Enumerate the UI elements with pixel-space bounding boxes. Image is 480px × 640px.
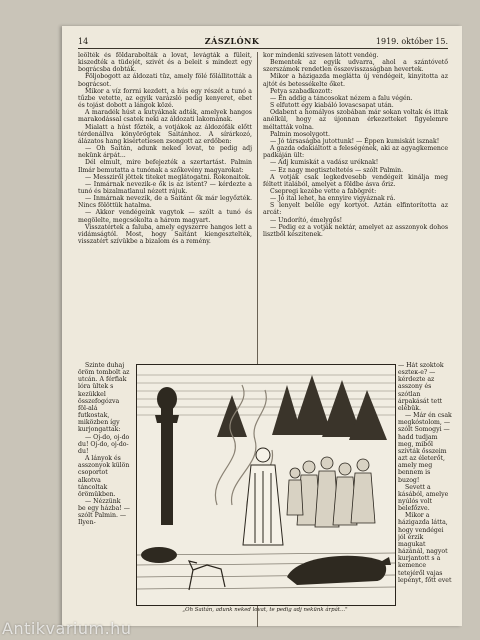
paragraph: Mikor a házigazda látta, hogy vendégei jól érzik magukat házánál, nagyot kurjantott s a kemence tetejéről vajas lepényt, főtt evet xyxy=(398,512,452,584)
paragraph: Mikor a víz forrni kezdett, a hús egy részét a tunó a tűzbe vetette, az egyik varázsló pedig kenyeret, ebet és tojást dobott a lángok közé. xyxy=(78,87,252,110)
paragraph: — Inmárnak nevezik-e ők is az istent? — kérdezte a tunó és bizalmatlanul nézett rájuk. xyxy=(78,180,252,195)
paragraph: Visszatértek a faluba, amely egyszerre hangos lett a vidámságtól. Most, hogy Saitánt kiengesztelték, visszatért szívükbe a bizalom és a remény. xyxy=(78,223,252,246)
magazine-page xyxy=(62,26,462,626)
paragraph: — Jó ital lehet, ha ennyire vigyáznak rá. xyxy=(270,195,396,203)
paragraph: Petya szabadkozott: xyxy=(270,87,333,95)
text-column-bottom-left xyxy=(78,362,130,628)
paragraph: Mikor a házigazda meglátta új vendégeit, kinyitotta az ajtót és betessékelte őket. xyxy=(263,73,448,88)
paragraph: S lenyelt belőle egy kortyot. Aztán elfintorította az arcát: xyxy=(263,202,448,217)
paragraph: — Oh Saitán, adunk neked lovat, te pedig adj nekünk árpát... xyxy=(78,145,252,160)
paragraph: — Már én csak megkóstolom, — szólt Somogyi — hadd tudjam meg, miből szívták ősszeim azt az életerőt, amely meg bennem is buzog! xyxy=(398,412,452,484)
paragraph: — Akkor vendégeink vagytok — szólt a tunó és megölelte, megcsókolta a három magyart. xyxy=(78,209,252,224)
paragraph: — Jó társaságba jutottunk! — Éppen kumiskát isznak! xyxy=(270,137,440,145)
paragraph: — Ez nagy megtiszteltetés — szólt Palmin. xyxy=(270,166,404,174)
paragraph: A gazda odakiáltott a feleségének, aki az agyagkemence padkáján ült: xyxy=(263,145,448,160)
issue-date: 1919. október 15. xyxy=(375,36,448,46)
villager-group xyxy=(287,457,375,527)
paragraph: — Hát szoktok eszteк-e? — kérdezte az asszony és szótlan árpakását tett elébük. xyxy=(398,362,444,412)
journal-title: ZÁSZLÓNK xyxy=(204,36,260,46)
shaman-figure xyxy=(243,448,283,545)
watermark: Antikvarium.hu xyxy=(2,619,132,638)
paragraph: Följobogott az áldozati tüz, amely fölé fölállitották a bográcsot. xyxy=(78,73,252,88)
paragraph: leölték és földarabolták a lovat, levágták a füleit, kiszedték a tüdejét, szivét és a beleit s mindezt egy bográcsba dobták. xyxy=(78,52,252,74)
dog-figure xyxy=(189,561,225,590)
paragraph: kor mindenki szivesen látott vendég. xyxy=(263,52,379,59)
paragraph: — Undorító, émelygős! xyxy=(270,216,343,224)
paragraph: S elfutott egy kiabáló lovascsapat után. xyxy=(270,102,394,110)
paragraph: — Adj kumiskát a vadász uréknak! xyxy=(270,159,379,167)
text-column-left xyxy=(78,52,252,362)
page-number: 14 xyxy=(78,36,89,46)
paragraph: A maradék húst a kutyáknak adták, amelyek hangos marakodással csatek neki az áldozati lakomának. xyxy=(78,109,252,124)
paragraph: — Inmárnak nevezik, de a Saitánt ők már legyőzték. Nincs fölöttük hatalma. xyxy=(78,195,252,210)
paragraph: Csepregi kezébe vette a fabögrét: xyxy=(270,187,377,195)
paragraph: Odabent a homályos szobában már sokan voltak és ittak anélkül, hogy az újonnan érkezetteket figyelemre méltatták volna. xyxy=(263,109,448,131)
paragraph: A lányok és asszonyok külön csoportot alkotva táncoltak örömükben. xyxy=(78,455,130,498)
text-column-bottom-right xyxy=(398,362,452,628)
slain-horse xyxy=(287,556,391,585)
paragraph: Mialatt a húst főzték, a votjákok az áldozófák előtt térdenállva könyörögtek Saitánhoz. A sírárkozó, álázatos hang kisértetiesen zsongott az erdőben: xyxy=(78,123,252,145)
paragraph: — Messziről jöttek titeket meglátogatni. Rokonaitok. xyxy=(85,173,251,181)
paragraph: Bementek az egyik udvarra, ahol a szántóvető szerszámok rendetlen összevisszaságban hevertek. xyxy=(263,59,448,74)
ritual-illustration xyxy=(136,364,396,606)
paragraph: — Pedig ez a votják nektár, amelyet az asszonyok dohos lisztből készitenek. xyxy=(263,223,448,238)
paragraph: — Nézzünk be egy házba! — szólt Palmin. — Ilyen- xyxy=(78,497,130,527)
paragraph: Dél elmult, mire befejezték a szertartást. Palmin Ilmár bemutatta a tunónak a szőkevény magyarokat: xyxy=(78,159,252,174)
page-header xyxy=(78,34,448,49)
idol-pole xyxy=(155,387,179,525)
paragraph: — Oj-do, oj-do du! Oj-do, oj-do-du! xyxy=(78,433,130,455)
forest-trees xyxy=(217,375,387,440)
illustration-caption: „Oh Saitán, adunk neked lovat, te pedig adj nekünk árpát..." xyxy=(182,607,348,613)
paragraph: — Én addig a táncosokat nézem a falu végén. xyxy=(270,94,413,102)
text-column-right xyxy=(263,52,448,362)
cauldron xyxy=(141,547,177,563)
paragraph: A votják csak legkedvesebb vendégeit kinálja meg féltett italából, amelyet a földbe ásva őriz. xyxy=(263,173,448,188)
paragraph: Sevett a kásából, amelye nyúlós volt belefőzve. xyxy=(398,483,449,513)
paragraph: Palmin mosolygott. xyxy=(270,130,330,138)
paragraph: Szinte duhaj öröm tombolt az utcán. A férfiak lóra ültek s kezükkel összefogózva föl-alá futkostak, miközben így kurjongattak: xyxy=(78,362,130,434)
